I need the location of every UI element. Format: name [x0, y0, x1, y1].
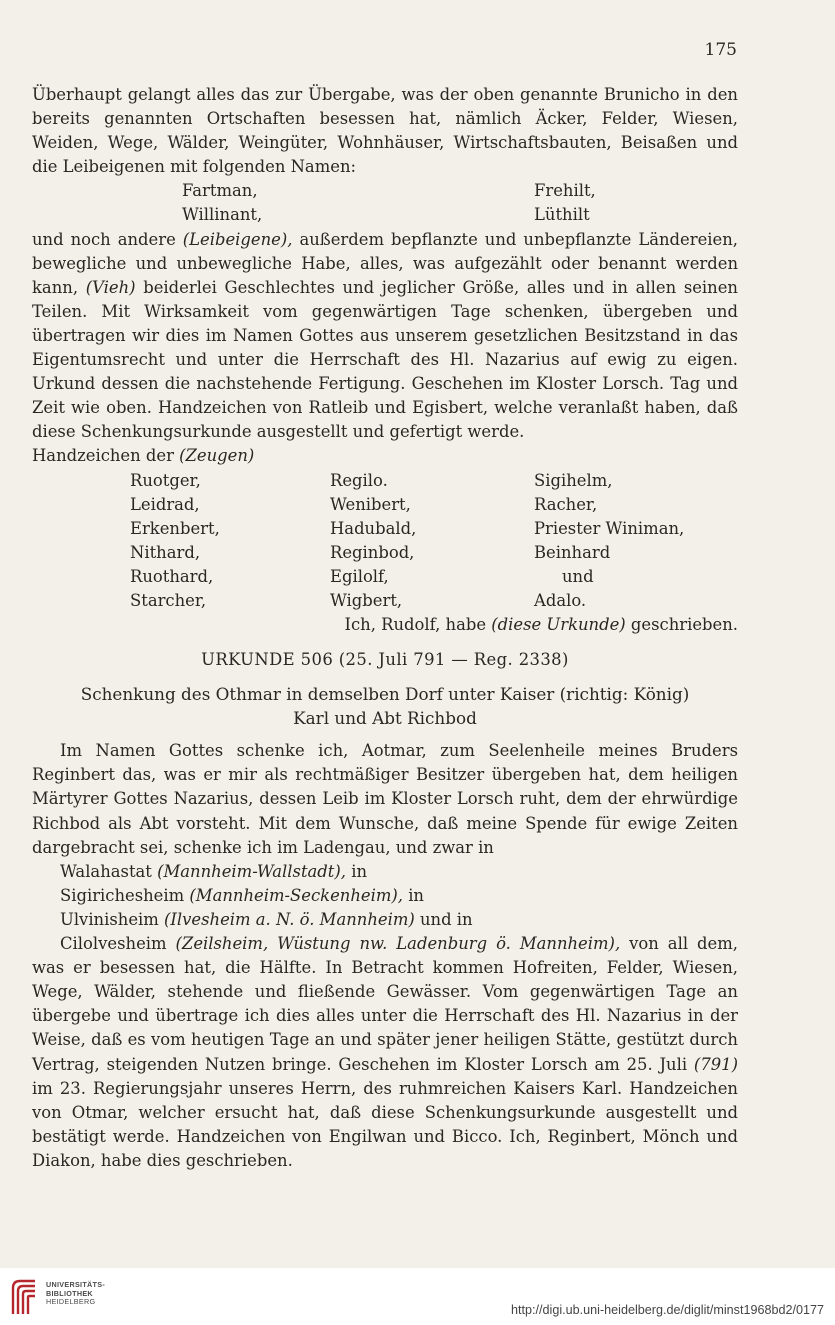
paragraph-2-text: Cilolvesheim [60, 934, 176, 954]
witness-list [32, 469, 738, 614]
body-italic: (Vieh) [85, 277, 136, 297]
witness-name: Nithard, [130, 542, 201, 562]
serf-name: Willinant, [182, 205, 263, 225]
source-url-link[interactable]: http://digi.ub.uni-heidelberg.de/diglit/minst1968bd2/0177 [511, 1303, 824, 1317]
witness-name: Wigbert, [330, 590, 403, 610]
witness-intro [32, 444, 738, 468]
body-text: beiderlei Geschlechtes und jeglicher Größe, alles und in allen seinen Teilen. Mit Wirksamkeit vom gegenwärtigen Tage schenken, übergeben und übertragen wir dies im Namen Gottes aus unserem gesetzlichen Besitzstand in das Eigentumsrecht und unter die Herrschaft des Hl. Nazarius auf ewig zu eigen. Urkund dessen die nachstehende Fertigung. Geschehen im Kloster Lorsch. Tag und Zeit wie oben. Handzeichen von Ratleib und Egisbert, welche veranlaßt haben, daß diese Schenkungsurkunde ausgestellt und gefertigt werde. [32, 277, 738, 442]
place-line [32, 908, 738, 932]
signoff-italic: (diese Urkunde) [491, 615, 626, 635]
body-italic: (Leibeigene), [182, 229, 293, 249]
place-name: Ulvinisheim [60, 909, 165, 929]
place-identification: (Ilvesheim a. N. ö. Mannheim) [164, 909, 415, 929]
place-name: Walahastat [60, 861, 158, 881]
witness-name: Racher, [534, 494, 598, 514]
witness-row [32, 469, 738, 493]
library-logo-icon[interactable] [9, 1278, 39, 1316]
witness-name: Beinhard [534, 542, 611, 562]
witness-row [32, 589, 738, 613]
witness-intro-italic: (Zeugen) [179, 446, 255, 466]
document-title-line1: Schenkung des Othmar in demselben Dorf unter Kaiser (richtig: König) [80, 684, 690, 705]
serf-name: Frehilt, [534, 181, 596, 201]
body-text: außerdem bepflanzte und unbepflanzte Ländereien, bewegliche und unbewegliche Habe, alles, was aufgezählt oder benannt werden kann, [32, 229, 738, 297]
logo-line: UNIVERSITÄTS- [46, 1280, 106, 1289]
paragraph-2-text: im 23. Regierungsjahr unseres Herrn, des ruhmreichen Kaisers Karl. Handzeichen von Otmar, welcher ersucht hat, daß diese Schenkungsurkunde ausgestellt und bestätigt werde. Handzeichen von Engilwan und Bicco. Ich, Reginbert, Mönch und Diakon, habe dies geschrieben. [32, 1078, 738, 1170]
witness-row [32, 493, 738, 517]
place-name: Sigirichesheim [60, 885, 190, 905]
witness-name: Wenibert, [330, 494, 411, 514]
witness-row [32, 565, 738, 589]
paragraph-2 [32, 932, 738, 1173]
witness-name: Leidrad, [130, 494, 200, 514]
serf-name: Fartman, [182, 181, 258, 201]
place-line [32, 860, 738, 884]
witness-intro-text: Handzeichen der [32, 446, 180, 466]
page-number: 175 [704, 40, 737, 60]
witness-name: Erkenbert, [130, 518, 220, 538]
section-2 [32, 648, 738, 1173]
witness-name: Sigihelm, [534, 470, 613, 490]
place-identification: (Mannheim-Seckenheim), [189, 885, 403, 905]
serf-name: Lüthilt [534, 205, 590, 225]
logo-line: HEIDELBERG [46, 1297, 96, 1307]
logo-line: BIBLIOTHEK [46, 1288, 93, 1298]
library-logo-text [46, 1281, 105, 1307]
document-title-line2: Karl und Abt Richbod [293, 708, 477, 729]
witness-name: und [562, 566, 594, 586]
signoff-text: geschrieben. [625, 615, 738, 635]
witness-name: Adalo. [534, 590, 587, 610]
place-tail: in [402, 885, 424, 905]
place-tail: in [346, 861, 368, 881]
intro-paragraph: Überhaupt gelangt alles das zur Übergabe, was der oben genannte Brunicho in den bereits genannten Ortschaften besessen hat, nämlich Äcker, Felder, Wiesen, Weiden, Wege, Wälder, Weingüter, Wohnhäuser, Wirtschaftsbauten, Beisaßen und die Leibeigenen mit folgenden Namen: [32, 85, 738, 177]
document-header: URKUNDE 506 (25. Juli 791 — Reg. 2338) [201, 650, 569, 669]
body-paragraph [32, 228, 738, 445]
signoff [32, 613, 738, 637]
witness-row [32, 541, 738, 565]
place-identification: (Mannheim-Wallstadt), [157, 861, 346, 881]
serf-names-row [32, 203, 738, 227]
witness-name: Egilolf, [330, 566, 389, 586]
witness-name: Hadubald, [330, 518, 417, 538]
paragraph-2-text: von all dem, was er besessen hat, die Hälfte. In Betracht kommen Hofreiten, Felder, Wiesen, Wege, Wälder, stehende und fließende Gewässer. Vom gegenwärtigen Tage an übergebe und übertrage ich dies alles unter die Herrschaft des Hl. Nazarius in der Weise, daß es vom heutigen Tage an und später jener heiligen Stätte, gestützt durch Vertrag, steigenden Nutzen bringe. Geschehen im Kloster Lorsch am 25. Juli [32, 934, 738, 1074]
section-1 [32, 83, 738, 637]
paragraph-2-year: (791) [693, 1054, 738, 1074]
place-tail: und in [414, 909, 473, 929]
witness-name: Starcher, [130, 590, 207, 610]
place-line [32, 884, 738, 908]
witness-name: Reginbod, [330, 542, 415, 562]
paragraph-1: Im Namen Gottes schenke ich, Aotmar, zum Seelenheile meines Bruders Reginbert das, was er mir als rechtmäßiger Besitzer übergeben hat, dem heiligen Märtyrer Gottes Nazarius, dessen Leib im Kloster Lorsch ruht, dem der ehrwürdige Richbod als Abt vorsteht. Mit dem Wunsche, daß meine Spende für ewige Zeiten dargebracht sei, schenke ich im Ladengau, und zwar in [32, 741, 738, 857]
paragraph-2-italic: (Zeilsheim, Wüstung nw. Ladenburg ö. Mannheim), [175, 934, 621, 954]
witness-name: Ruothard, [130, 566, 214, 586]
witness-name: Regilo. [330, 470, 388, 490]
serf-names-row [32, 179, 738, 203]
witness-name: Ruotger, [130, 470, 201, 490]
signoff-text: Ich, Rudolf, habe [344, 615, 492, 635]
body-text: und noch andere [32, 229, 183, 249]
witness-row [32, 517, 738, 541]
witness-name: Priester Winiman, [534, 518, 685, 538]
